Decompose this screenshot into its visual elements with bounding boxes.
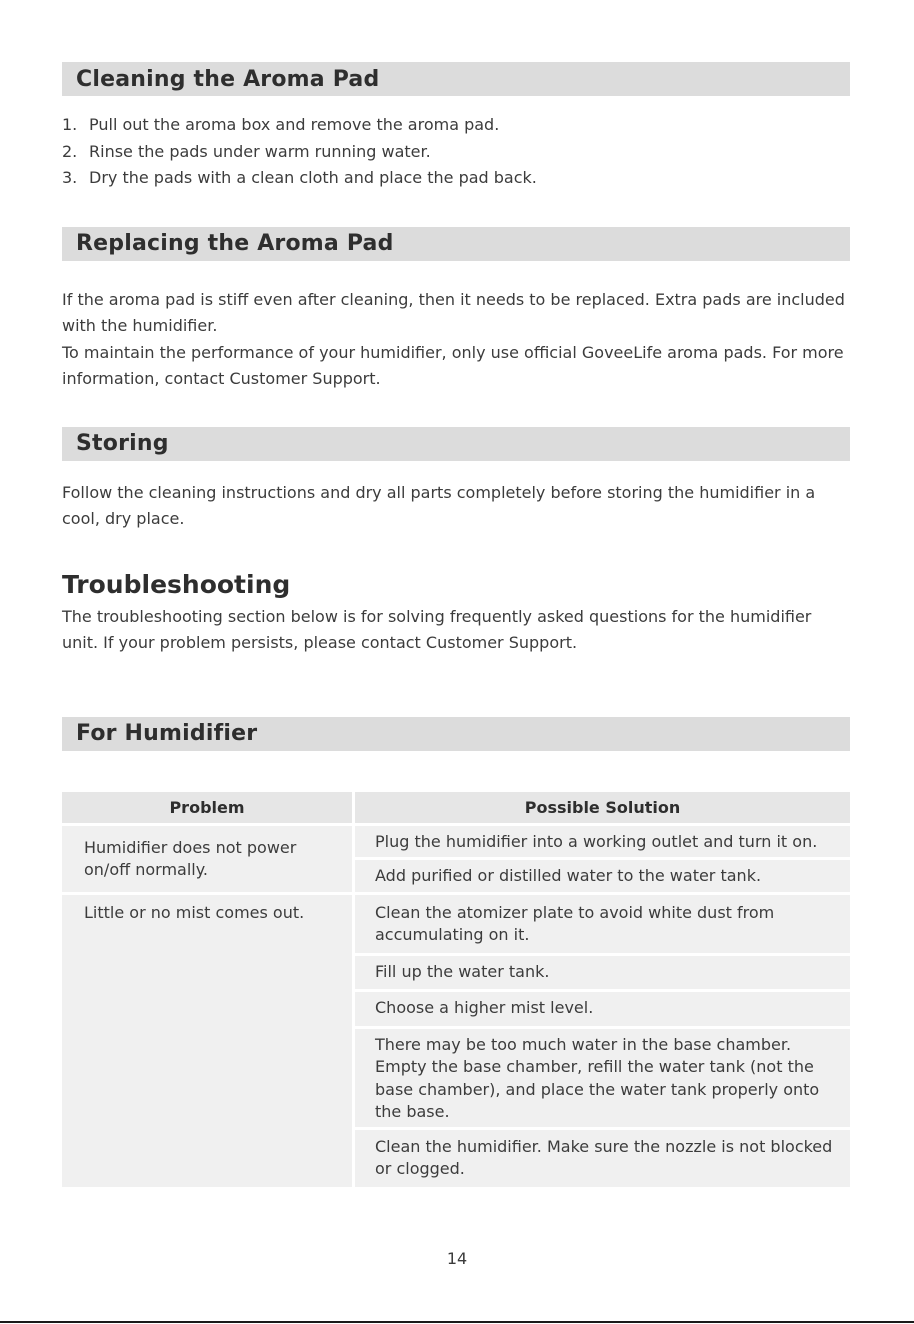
page-number: 14 (446, 1249, 468, 1268)
step-text: Pull out the aroma box and remove the aroma pad. (89, 115, 500, 134)
bottom-divider (0, 1321, 914, 1323)
list-item (62, 112, 850, 139)
replacing-body (62, 287, 850, 393)
step-text: Dry the pads with a clean cloth and place the pad back. (89, 168, 537, 187)
section-header-humidifier (62, 717, 850, 751)
list-item (62, 139, 850, 166)
solution-cell: There may be too much water in the base chamber. Empty the base chamber, refill the water tank (not the base chamber), and place the water tank properly onto the base. (352, 1029, 850, 1127)
section-header-storing (62, 427, 850, 461)
column-header-problem: Problem (62, 792, 352, 823)
solution-cell: Choose a higher mist level. (352, 992, 850, 1026)
manual-page (62, 62, 850, 1190)
solution-cell: Plug the humidifier into a working outlet and turn it on. (352, 826, 850, 858)
replacing-paragraph-2: To maintain the performance of your humidifier, only use official GoveeLife aroma pads. For more information, contact Customer Support. (62, 342, 844, 388)
problem-cell: Humidifier does not power on/off normally. (62, 826, 352, 892)
section-header-replacing (62, 227, 850, 261)
list-item (62, 165, 850, 192)
storing-paragraph: Follow the cleaning instructions and dry all parts completely before storing the humidifier in a cool, dry place. (62, 482, 816, 528)
solution-cell: Fill up the water tank. (352, 956, 850, 990)
table-row (62, 895, 850, 953)
step-text: Rinse the pads under warm running water. (89, 141, 431, 161)
problem-cell: Little or no mist comes out. (62, 895, 352, 1187)
troubleshooting-title: Troubleshooting (62, 569, 291, 599)
troubleshooting-table (62, 789, 850, 1190)
troubleshooting-intro: The troubleshooting section below is for solving frequently asked questions for the humidifier unit. If your problem persists, please contact Customer Support. (62, 606, 812, 652)
step-number: 3. (62, 168, 78, 187)
step-number: 1. (62, 115, 78, 134)
step-number: 2. (62, 141, 78, 161)
table-header-row (62, 792, 850, 823)
table-row (62, 826, 850, 858)
column-header-solution: Possible Solution (352, 792, 850, 823)
section-title-cleaning: Cleaning the Aroma Pad (76, 66, 380, 92)
replacing-paragraph-1: If the aroma pad is stiff even after cleaning, then it needs to be replaced. Extra pads are included with the humidifier. (62, 289, 845, 335)
section-title-storing: Storing (76, 431, 169, 456)
solution-cell: Clean the atomizer plate to avoid white dust from accumulating on it. (352, 895, 850, 953)
solution-cell: Clean the humidifier. Make sure the nozzle is not blocked or clogged. (352, 1130, 850, 1187)
section-title-replacing: Replacing the Aroma Pad (76, 231, 394, 256)
section-header-cleaning (62, 62, 850, 96)
cleaning-steps-list (62, 112, 850, 192)
section-title-humidifier: For Humidifier (76, 721, 258, 746)
solution-cell: Add purified or distilled water to the water tank. (352, 860, 850, 892)
